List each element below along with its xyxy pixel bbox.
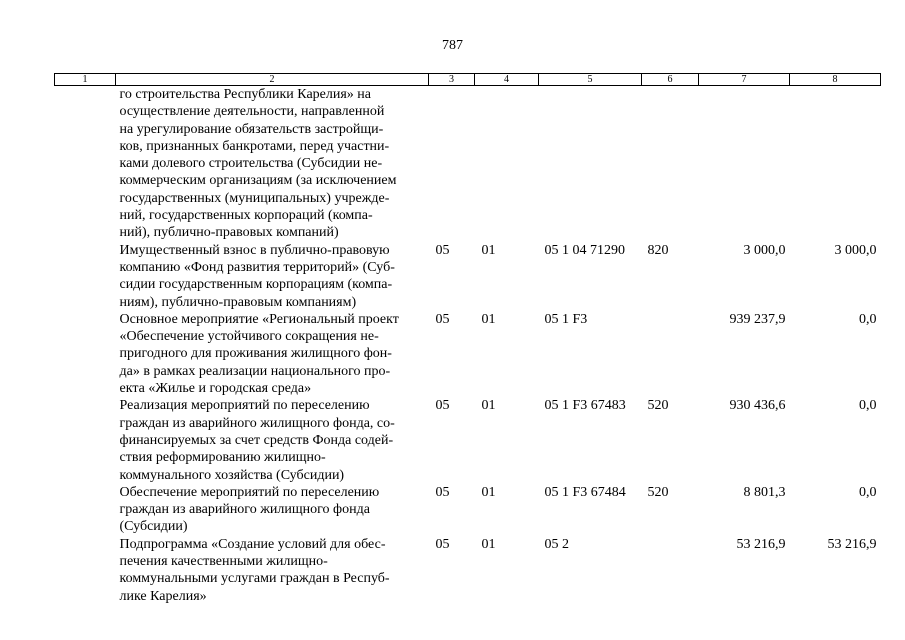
page-number: 787 [442, 38, 463, 53]
row-name-line: граждан из аварийного жилищного фонда [119, 502, 370, 518]
expense-type-code [642, 311, 699, 397]
row-name-line: ниям), публично-правовым компаниям) [119, 294, 357, 310]
row-name [116, 311, 429, 397]
section-code [429, 86, 475, 242]
empty-cell-col1 [55, 536, 116, 605]
row-name [116, 484, 429, 536]
subsection-code: 01 [481, 484, 496, 500]
amount-year-1: 8 801,3 [743, 484, 786, 500]
subsection-code: 01 [481, 398, 496, 414]
row-name [116, 397, 429, 483]
row-name-line: пригодного для проживания жилищного фон- [119, 346, 392, 362]
section-code: 05 [435, 536, 450, 552]
row-name-line: ний, государственных корпораций (компа- [119, 208, 373, 224]
expense-type-code [642, 86, 699, 242]
row-name-line: Основное мероприятие «Региональный проект [119, 311, 399, 327]
row-name-line: коммунальными услугами граждан в Респуб- [119, 571, 390, 587]
row-name-line: осуществление деятельности, направленной [119, 104, 385, 120]
amount-year-2: 0,0 [859, 311, 877, 327]
empty-cell-col1 [55, 311, 116, 397]
empty-cell-col1 [55, 242, 116, 311]
column-header-3: 3 [429, 74, 475, 86]
target-article-code: 05 1 F3 67483 [544, 398, 626, 414]
table-body [55, 86, 881, 605]
row-name-line: сидии государственным корпорациям (компа- [119, 277, 393, 293]
row-name-line: лике Карелия» [119, 588, 207, 604]
row-name-line: ствия реформированию жилищно- [119, 450, 326, 466]
expense-type-code: 520 [647, 484, 669, 500]
expense-type-code [642, 536, 699, 605]
row-name-line: на урегулирование обязательств застройщи- [119, 121, 384, 137]
row-name-line: екта «Жилье и городская среда» [119, 381, 312, 397]
column-header-5: 5 [539, 74, 642, 86]
table-row [55, 311, 881, 397]
column-header-1: 1 [55, 74, 116, 86]
subsection-code: 01 [481, 311, 496, 327]
row-name-line: ков, признанных банкротами, перед участни- [119, 138, 390, 154]
amount-year-1: 3 000,0 [743, 242, 786, 258]
row-name-line: ний), публично-правовых компаний) [119, 225, 339, 241]
table-row [55, 86, 881, 242]
column-header-6: 6 [642, 74, 699, 86]
amount-year-1 [699, 86, 790, 242]
row-name-line: Обеспечение мероприятий по переселению [119, 484, 380, 500]
expense-type-code: 820 [647, 242, 669, 258]
target-article-code: 05 1 04 71290 [544, 242, 625, 258]
row-name-line: ками долевого строительства (Субсидии не- [119, 156, 383, 172]
column-number-header [55, 74, 881, 86]
section-code: 05 [435, 484, 450, 500]
row-name-line: компанию «Фонд развития территорий» (Суб- [119, 259, 395, 275]
subsection-code: 01 [481, 242, 496, 258]
amount-year-2: 53 216,9 [827, 536, 877, 552]
row-name-line: финансируемых за счет средств Фонда содей- [119, 432, 394, 448]
section-code: 05 [435, 311, 450, 327]
table-row [55, 397, 881, 483]
target-article-code: 05 1 F3 67484 [544, 484, 626, 500]
section-code: 05 [435, 398, 450, 414]
row-name [116, 536, 429, 605]
empty-cell-col1 [55, 86, 116, 242]
row-name-line: коммунального хозяйства (Субсидии) [119, 467, 345, 483]
row-name-line: государственных (муниципальных) учрежде- [119, 190, 390, 206]
row-name-line: «Обеспечение устойчивого сокращения не- [119, 329, 379, 345]
subsection-code [475, 86, 539, 242]
row-name-line: печения качественными жилищно- [119, 554, 328, 570]
amount-year-1: 930 436,6 [729, 398, 786, 414]
column-header-4: 4 [475, 74, 539, 86]
row-name-line: граждан из аварийного жилищного фонда, со- [119, 415, 395, 431]
expense-type-code: 520 [647, 398, 669, 414]
amount-year-2: 3 000,0 [834, 242, 877, 258]
row-name [116, 242, 429, 311]
subsection-code: 01 [481, 536, 496, 552]
row-name-line: да» в рамках реализации национального про- [119, 363, 391, 379]
section-code: 05 [435, 242, 450, 258]
target-article-code: 05 1 F3 [544, 311, 588, 327]
column-header-8: 8 [790, 74, 881, 86]
amount-year-2: 0,0 [859, 484, 877, 500]
budget-table [54, 73, 881, 605]
target-article-code [539, 86, 642, 242]
table-row [55, 242, 881, 311]
row-name [116, 86, 429, 242]
row-name-line: (Субсидии) [119, 519, 188, 535]
table-row [55, 484, 881, 536]
table-row [55, 536, 881, 605]
amount-year-1: 939 237,9 [729, 311, 786, 327]
column-header-2: 2 [116, 74, 429, 86]
empty-cell-col1 [55, 484, 116, 536]
amount-year-2 [790, 86, 881, 242]
row-name-line: Реализация мероприятий по переселению [119, 398, 370, 414]
target-article-code: 05 2 [544, 536, 569, 552]
amount-year-1: 53 216,9 [736, 536, 786, 552]
row-name-line: коммерческим организациям (за исключением [119, 173, 397, 189]
empty-cell-col1 [55, 397, 116, 483]
column-header-7: 7 [699, 74, 790, 86]
amount-year-2: 0,0 [859, 398, 877, 414]
row-name-line: Подпрограмма «Создание условий для обес- [119, 536, 386, 552]
row-name-line: го строительства Республики Карелия» на [119, 87, 372, 102]
row-name-line: Имущественный взнос в публично-правовую [119, 242, 390, 258]
